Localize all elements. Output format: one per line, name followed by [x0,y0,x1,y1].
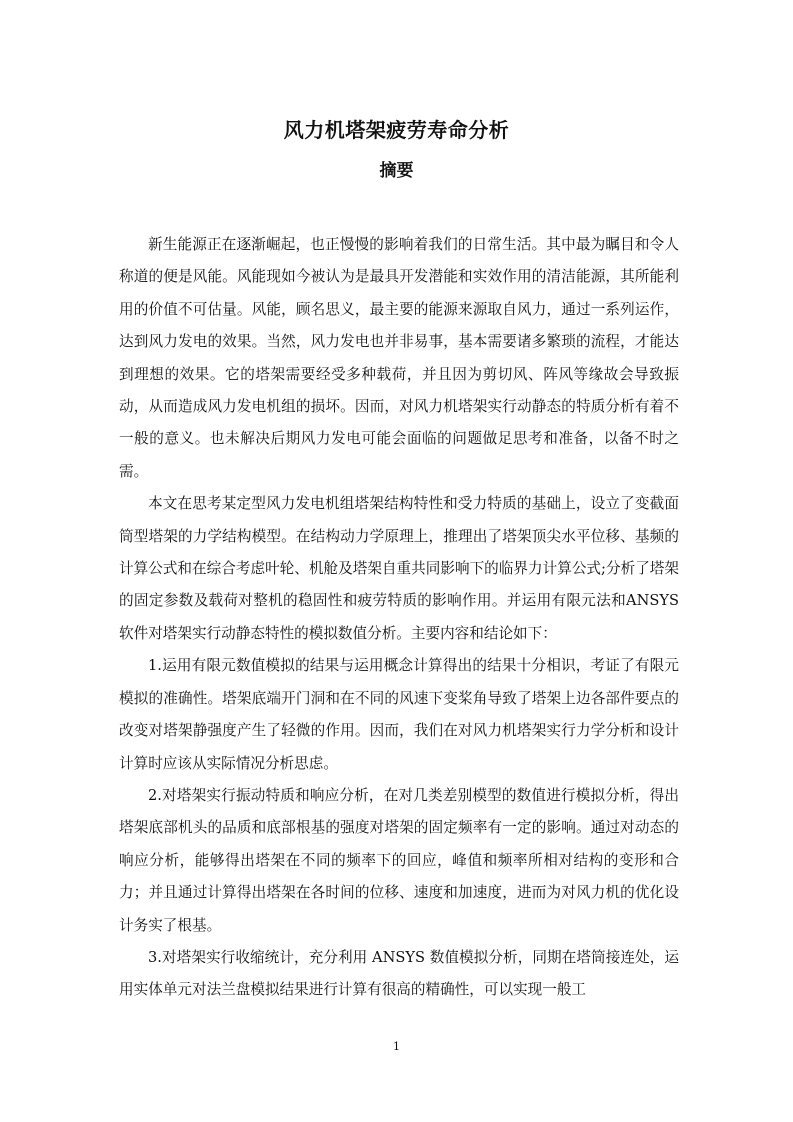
paragraph-3: 1.运用有限元数值模拟的结果与运用概念计算得出的结果十分相识，考证了有限元模拟的准确性。塔架底端开门洞和在不同的风速下变桨角导致了塔架上边各部件要点的改变对塔架静强度产生了轻微的作用。因而，我们在对风力机塔架实行力学分析和设计计算时应该从实际情况分析思虑。 [119,657,679,772]
paragraph-5: 3.对塔架实行收缩统计，充分利用 ANSYS 数值模拟分析，同期在塔筒接连处，运用实体单元对法兰盘模拟结果进行计算有很高的精确性，可以实现一般工 [119,948,679,999]
paragraph-2: 本文在思考某定型风力发电机组塔架结构特性和受力特质的基础上，设立了变截面筒型塔架的力学结构模型。在结构动力学原理上，推理出了塔架顶尖水平位移、基频的计算公式和在综合考虑叶轮、机舱及塔架自重共同影响下的临界力计算公式;分析了塔架的固定参数及载荷对整机的稳固性和疲劳特质的影响作用。并运用有限元法和ANSYS 软件对塔架实行动静态特性的模拟数值分析。主要内容和结论如下： [119,495,679,642]
abstract-body [119,229,679,1007]
paragraph-4: 2.对塔架实行振动特质和响应分析，在对几类差别模型的数值进行模拟分析，得出塔架底部机头的品质和底部根基的强度对塔架的固定频率有一定的影响。通过对动态的响应分析，能够得出塔架在不同的频率下的回应，峰值和频率所相对结构的变形和合力；并且通过计算得出塔架在各时间的位移、速度和加速度，进而为对风力机的优化设计务实了根基。 [119,786,679,934]
document-title: 风力机塔架疲劳寿命分析 [283,118,510,142]
page-number: 1 [393,1040,400,1053]
abstract-heading: 摘要 [379,161,414,181]
paragraph-1: 新生能源正在逐渐崛起，也正慢慢的影响着我们的日常生活。其中最为瞩目和令人称道的便是风能。风能现如今被认为是最具开发潜能和实效作用的清洁能源，其所能利用的价值不可估量。风能，顾名思义，最主要的能源来源取自风力，通过一系列运作，达到风力发电的效果。当然，风力发电也并非易事，基本需要诸多繁琐的流程，才能达到理想的效果。它的塔架需要经受多种载荷，并且因为剪切风、阵风等缘故会导致振动，从而造成风力发电机组的损坏。因而，对风力机塔架实行动静态的特质分析有着不一般的意义。也未解决后期风力发电可能会面临的问题做足思考和准备，以备不时之需。 [119,236,679,480]
